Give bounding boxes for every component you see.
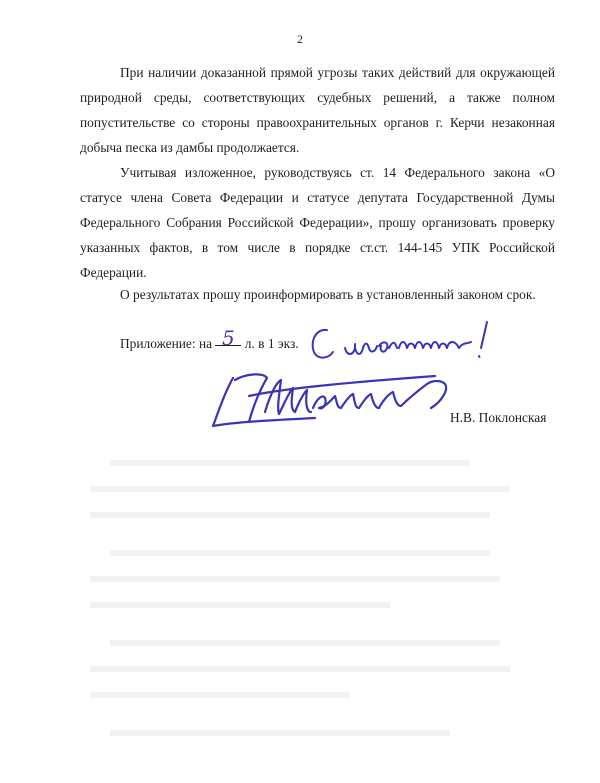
paragraph-text: О результатах прошу проинформировать в установленный законом срок. xyxy=(120,287,536,302)
paragraph-request xyxy=(80,160,555,285)
attachment-line xyxy=(120,326,299,352)
signature xyxy=(205,362,470,442)
paragraph-threat xyxy=(80,60,555,160)
paragraph-results xyxy=(80,282,555,307)
bleed-through-background xyxy=(90,440,540,770)
paragraph-text: При наличии доказанной прямой угрозы таких действий для окружающей природной среды, соответствующих судебных решений, а также полном попустительстве со стороны правоохранительных органов г. Керчи незаконная добыча песка из дамбы продолжается. xyxy=(80,65,555,155)
handwritten-greeting xyxy=(305,318,505,368)
page-number: 2 xyxy=(297,32,303,46)
attachment-prefix: Приложение: на xyxy=(120,336,213,351)
paragraph-text: Учитывая изложенное, руководствуясь ст. 14 Федерального закона «О статусе члена Совета Федерации и статусе депутата Государственной Думы Федерального Собрания Российской Федерации», прошу организовать проверку указанных фактов, в том числе в порядке ст.ст. 144-145 УПК Российской Федерации. xyxy=(80,165,555,280)
attachment-page-count: 5 xyxy=(215,331,241,346)
attachment-suffix: л. в 1 экз. xyxy=(244,336,299,351)
signer-name: Н.В. Поклонская xyxy=(450,410,547,425)
